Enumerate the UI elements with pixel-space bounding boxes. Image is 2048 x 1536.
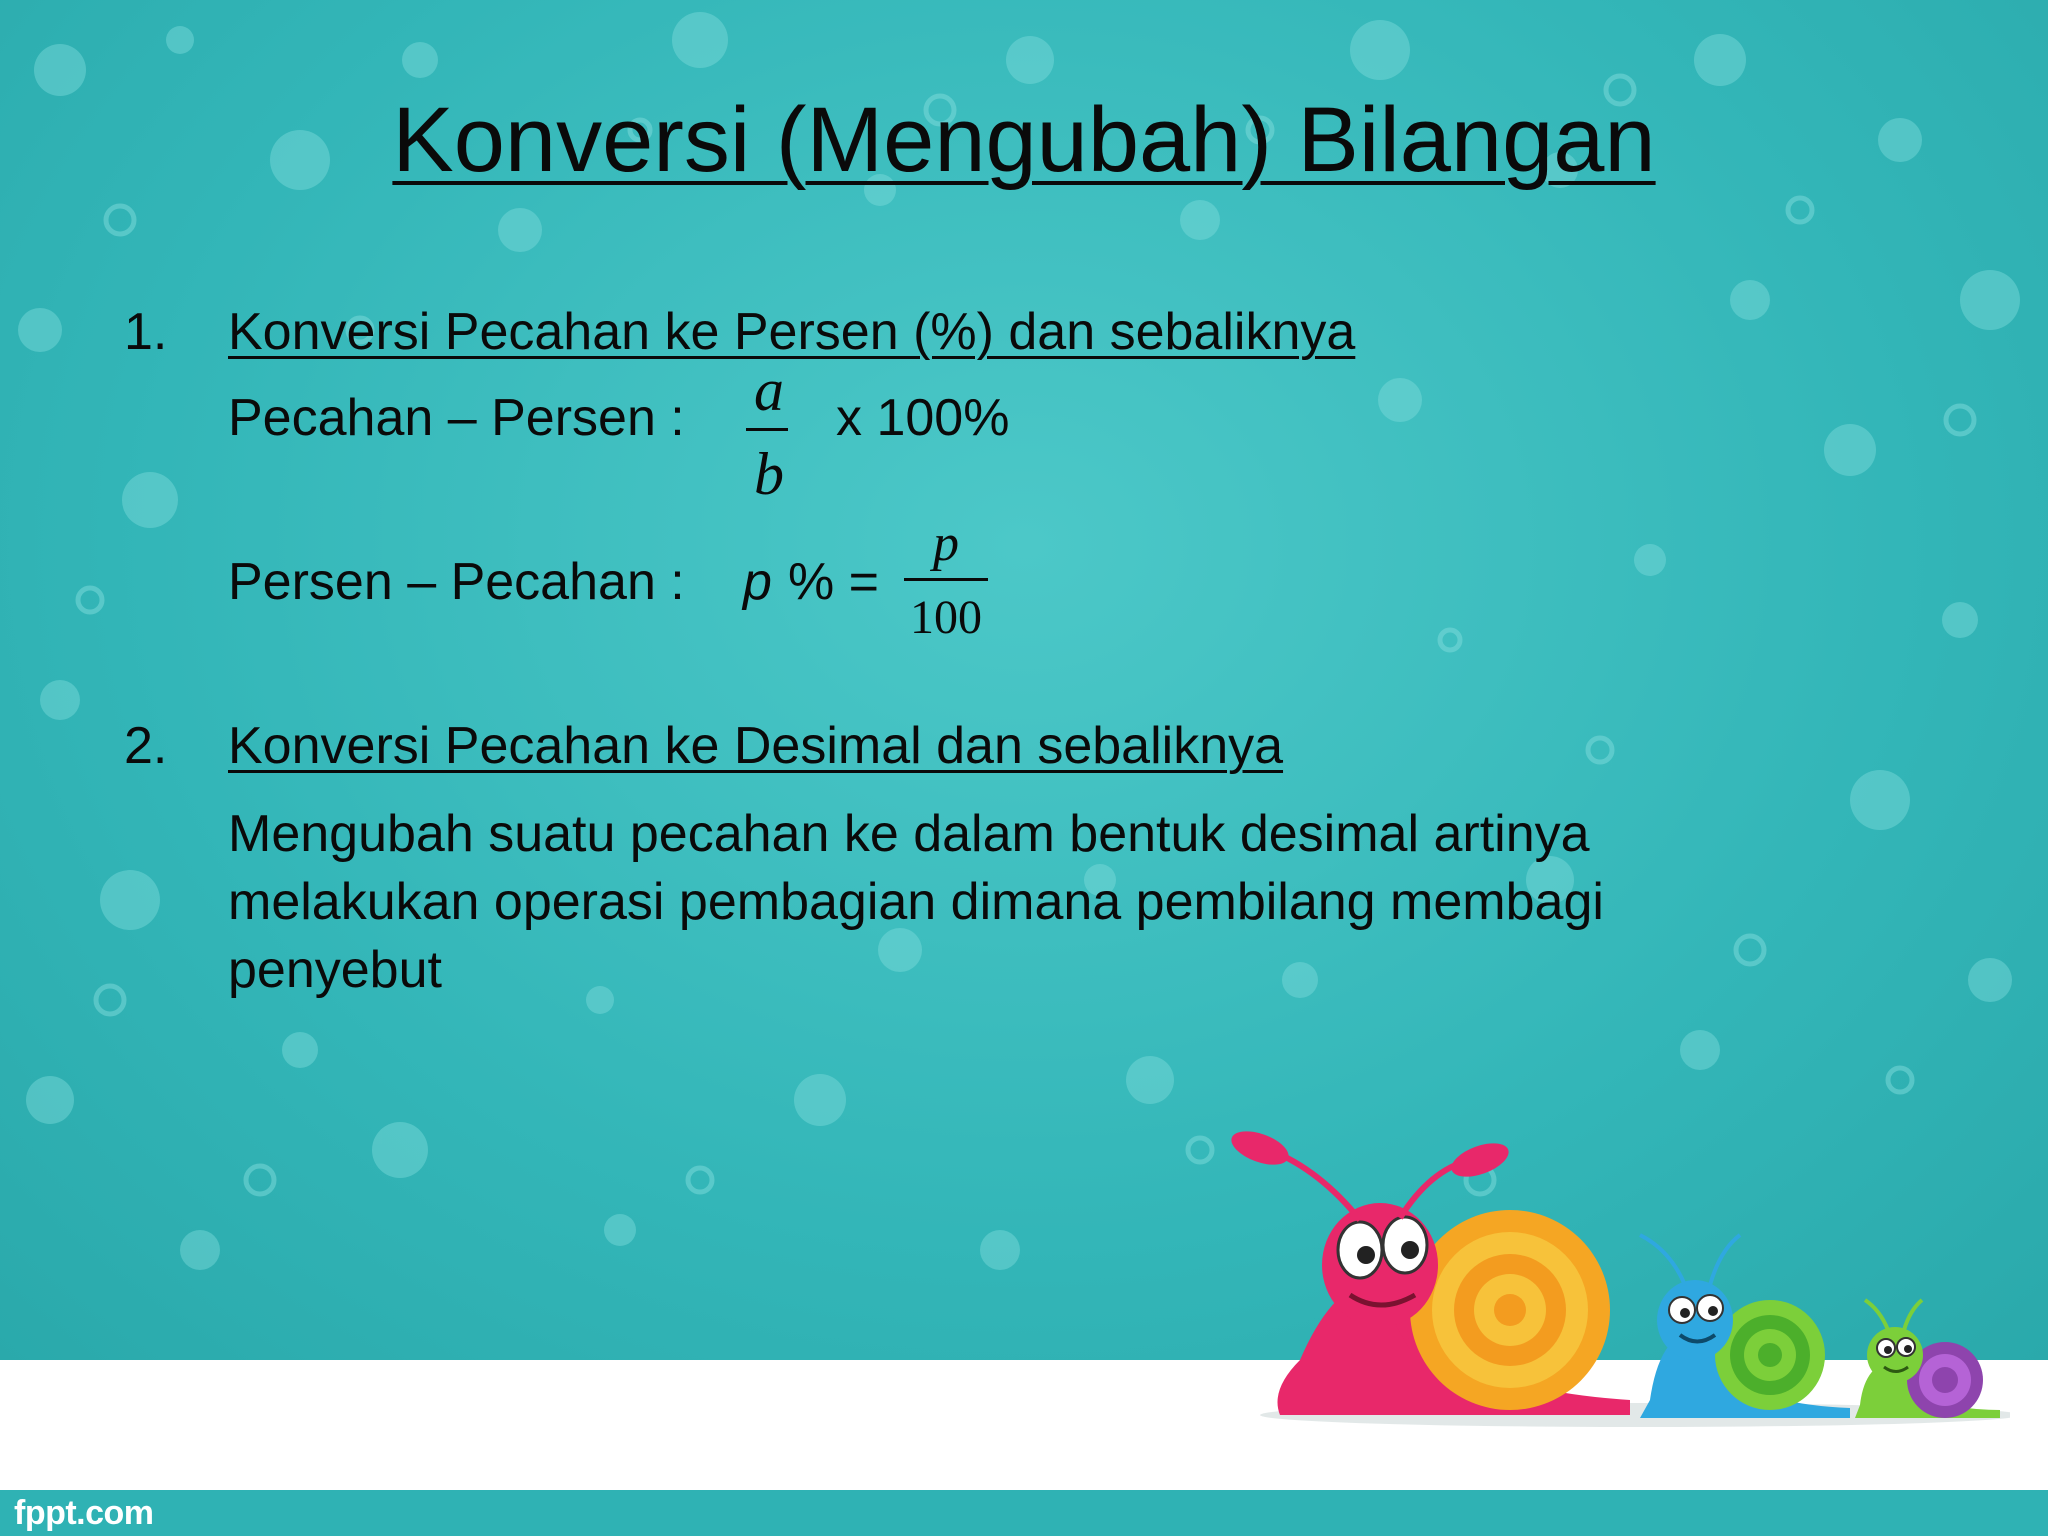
pink-snail-icon [1227,1125,1630,1415]
formula-2-denominator: 100 [910,591,982,644]
item-1-number: 1. [124,303,168,361]
formula-2-operator: % = [788,553,880,611]
blue-snail-icon [1640,1235,1850,1418]
formula-1-label: Pecahan – Persen : [228,389,685,447]
formula-1-denominator: b [754,441,784,507]
item-2-heading: Konversi Pecahan ke Desimal dan sebaliknya [228,717,1284,775]
item-1-heading: Konversi Pecahan ke Persen (%) dan sebaliknya [228,303,1356,361]
formula-2-label: Persen – Pecahan : [228,553,685,611]
snails-illustration [1210,1110,2010,1440]
formula-2-variable: p [743,553,772,611]
formula-1-numerator: a [754,357,784,423]
green-snail-icon [1855,1300,2000,1418]
item-2-number: 2. [124,717,168,775]
slide-title: Konversi (Mengubah) Bilangan [392,89,1656,191]
footer-brand: fppt.com [14,1494,154,1532]
formula-2-fraction-bar [904,578,988,581]
formula-1-fraction-bar [746,428,788,431]
formula-1-suffix: x 100% [836,389,1010,447]
item-2-paragraph: Mengubah suatu pecahan ke dalam bentuk desimal artinya melakukan operasi pembagian dimana pembilang membagi penyebut [228,805,1604,999]
formula-2-numerator: p [933,515,959,572]
footer-bar [0,1490,2048,1536]
